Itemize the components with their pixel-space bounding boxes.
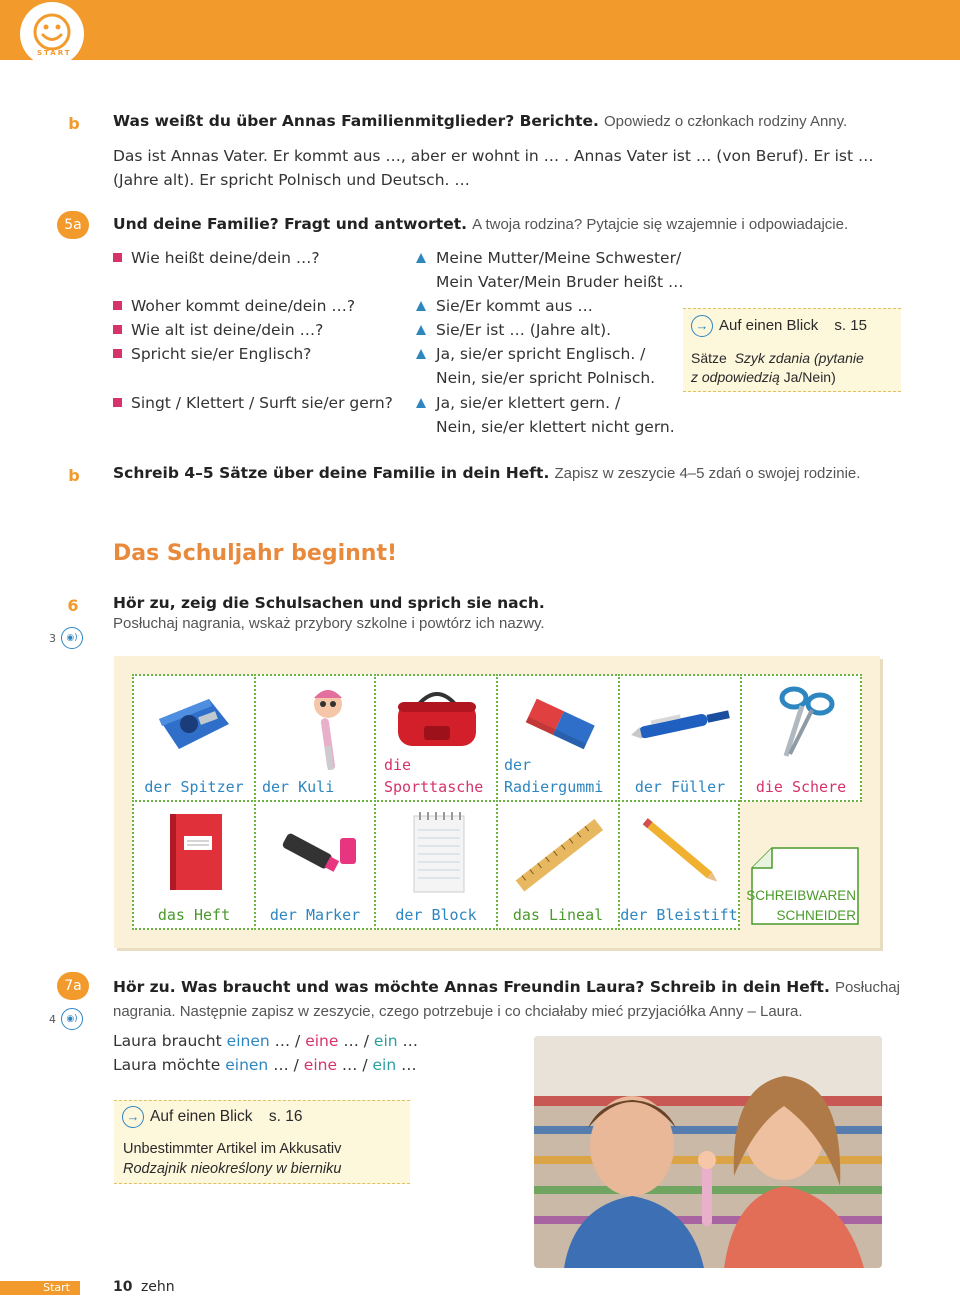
page-number bbox=[113, 1279, 175, 1295]
answer-item: Mein Vater/Mein Bruder heißt … bbox=[436, 273, 684, 291]
audio-icon[interactable]: ◉) bbox=[61, 1008, 83, 1030]
blick-text: Unbestimmter Artikel im Akkusativ bbox=[123, 1141, 342, 1157]
notepad-image bbox=[412, 810, 466, 894]
answer-item: Nein, sie/er klettert nicht gern. bbox=[436, 418, 675, 436]
item-lineal[interactable] bbox=[496, 800, 620, 930]
sentence-start: Laura möchte bbox=[113, 1056, 221, 1074]
sports-bag-image bbox=[394, 686, 480, 752]
instruction-polish: Posłuchaj nagrania, wskaż przybory szkolne i powtórz ich nazwy. bbox=[113, 615, 545, 632]
audio-icon[interactable]: ◉) bbox=[61, 627, 83, 649]
separator: … bbox=[396, 1056, 417, 1074]
scissors-image bbox=[772, 682, 842, 762]
separator: … bbox=[397, 1032, 419, 1050]
item-label: der Marker bbox=[269, 906, 361, 924]
item-block[interactable] bbox=[374, 800, 498, 930]
exercise-instruction bbox=[113, 111, 913, 130]
answer-item bbox=[416, 391, 620, 415]
item-label-noun: Sporttasche bbox=[384, 778, 484, 796]
separator: … / bbox=[269, 1032, 306, 1050]
grammar-reference-box bbox=[683, 308, 901, 392]
grammar-reference-box bbox=[114, 1100, 410, 1184]
arrow-right-icon: → bbox=[691, 315, 713, 337]
triangle-bullet-icon bbox=[416, 325, 426, 335]
item-label: der Kuli bbox=[262, 778, 335, 796]
exercise-instruction bbox=[113, 214, 913, 233]
answer-item bbox=[416, 342, 645, 366]
highlighter-image bbox=[274, 822, 364, 882]
grammar-reference-title bbox=[122, 1106, 302, 1128]
article-einen: einen bbox=[225, 1056, 269, 1074]
item-label-article: die bbox=[384, 756, 412, 774]
item-fueller[interactable] bbox=[618, 674, 742, 802]
triangle-bullet-icon bbox=[416, 349, 426, 359]
exercise-instruction bbox=[113, 975, 903, 1023]
example-line: (Jahre alt). Er spricht Polnisch und Deutsch. … bbox=[113, 171, 470, 189]
article-einen: einen bbox=[226, 1032, 270, 1050]
square-bullet-icon bbox=[113, 301, 122, 310]
item-spitzer[interactable] bbox=[132, 674, 256, 802]
instruction-polish: Opowiedz o członkach rodziny Anny. bbox=[604, 113, 848, 130]
pen-doll-image bbox=[306, 686, 356, 776]
blick-text: Sätze bbox=[691, 350, 727, 366]
item-marker[interactable] bbox=[254, 800, 376, 930]
grammar-reference-text bbox=[123, 1139, 341, 1179]
exercise-instruction bbox=[113, 463, 913, 482]
grammar-reference-text bbox=[691, 349, 864, 387]
shopping-photo bbox=[534, 1036, 882, 1268]
audio-track-number: 3 bbox=[49, 632, 56, 645]
item-sporttasche[interactable] bbox=[374, 674, 498, 802]
separator: … / bbox=[268, 1056, 304, 1074]
question-item bbox=[113, 342, 311, 366]
eraser-image bbox=[518, 696, 598, 752]
page-number-word: zehn bbox=[140, 1279, 175, 1295]
item-label: der Füller bbox=[634, 778, 726, 796]
item-label: das Heft bbox=[157, 906, 231, 924]
article-ein: ein bbox=[372, 1056, 397, 1074]
triangle-bullet-icon bbox=[416, 253, 426, 263]
instruction-german: Hör zu. Was braucht und was möchte Annas Freundin Laura? Schreib in dein Heft. bbox=[113, 978, 830, 996]
grammar-reference-title bbox=[691, 315, 867, 337]
answer-text: Ja, sie/er klettert gern. / bbox=[436, 394, 621, 412]
arrow-right-icon: → bbox=[122, 1106, 144, 1128]
top-bar bbox=[0, 0, 960, 60]
instruction-german: Was weißt du über Annas Familienmitglieder? Berichte. bbox=[113, 112, 599, 130]
blick-text-polish: z odpowiedzią bbox=[691, 369, 780, 385]
answer-item bbox=[416, 294, 593, 318]
page-number-digit: 10 bbox=[113, 1279, 133, 1295]
question-text: Singt / Klettert / Surft sie/er gern? bbox=[131, 394, 393, 412]
item-radiergummi[interactable] bbox=[496, 674, 620, 802]
answer-item: Nein, sie/er spricht Polnisch. bbox=[436, 369, 656, 387]
question-item bbox=[113, 318, 323, 342]
exercise-marker: 7a bbox=[57, 972, 89, 1000]
item-label: der Block bbox=[395, 906, 477, 924]
item-heft[interactable] bbox=[132, 800, 256, 930]
example-line: Das ist Annas Vater. Er kommt aus …, aber er wohnt in … . Annas Vater ist … (von Beruf). Er ist … bbox=[113, 147, 874, 165]
question-text: Wie heißt deine/dein …? bbox=[131, 249, 320, 267]
blick-text-polish: Szyk zdania (pytanie bbox=[734, 350, 864, 366]
square-bullet-icon bbox=[113, 253, 122, 262]
item-kuli[interactable] bbox=[254, 674, 376, 802]
logo-text: START bbox=[37, 49, 72, 57]
shop-sign bbox=[746, 846, 860, 926]
question-item bbox=[113, 246, 320, 270]
square-bullet-icon bbox=[113, 349, 122, 358]
question-item bbox=[113, 294, 355, 318]
page-reference[interactable]: s. 15 bbox=[834, 317, 867, 334]
instruction-polish: nagrania. Następnie zapisz w zeszycie, czego potrzebuje i co chciałaby mieć przyjaciółka Anny – Laura. bbox=[113, 1003, 803, 1020]
notebook-image bbox=[166, 812, 226, 892]
sentence-line bbox=[113, 1029, 418, 1053]
instruction-german: Hör zu, zeig die Schulsachen und sprich sie nach. bbox=[113, 594, 545, 612]
item-label bbox=[504, 754, 618, 798]
kids-shopping-image bbox=[534, 1036, 882, 1268]
page-reference[interactable]: s. 16 bbox=[268, 1108, 303, 1125]
instruction-polish: Posłuchaj bbox=[834, 979, 900, 996]
item-label-noun: Radiergummi bbox=[504, 778, 604, 796]
exercise-marker: b bbox=[68, 466, 80, 485]
separator: … / bbox=[338, 1032, 374, 1050]
square-bullet-icon bbox=[113, 325, 122, 334]
blick-title: Auf einen Blick bbox=[719, 317, 819, 334]
shop-name-line: SCHREIBWAREN bbox=[746, 888, 856, 903]
instruction-polish: A twoja rodzina? Pytajcie się wzajemnie i odpowiadajcie. bbox=[472, 216, 849, 233]
item-schere[interactable] bbox=[740, 674, 862, 802]
square-bullet-icon bbox=[113, 398, 122, 407]
shop-sign-text bbox=[746, 886, 856, 926]
instruction-german: Und deine Familie? Fragt und antwortet. bbox=[113, 215, 468, 233]
fountain-pen-image bbox=[628, 704, 738, 744]
article-ein: ein bbox=[373, 1032, 398, 1050]
triangle-bullet-icon bbox=[416, 398, 426, 408]
exercise-marker: b bbox=[68, 114, 80, 133]
item-label: die Schere bbox=[755, 778, 847, 796]
answer-text: Ja, sie/er spricht Englisch. / bbox=[436, 345, 646, 363]
section-title: Das Schuljahr beginnt! bbox=[113, 541, 398, 566]
shop-name-line: SCHNEIDER bbox=[776, 908, 856, 923]
answer-text: Meine Mutter/Meine Schwester/ bbox=[436, 249, 682, 267]
item-label: der Bleistift bbox=[620, 906, 738, 924]
article-eine: eine bbox=[303, 1056, 337, 1074]
triangle-bullet-icon bbox=[416, 301, 426, 311]
start-logo bbox=[20, 2, 84, 66]
sharpener-image bbox=[154, 694, 234, 754]
blick-text-polish: Rodzajnik nieokreślony w bierniku bbox=[123, 1161, 342, 1177]
item-label bbox=[384, 754, 496, 798]
item-bleistift[interactable] bbox=[618, 800, 740, 930]
exercise-instruction bbox=[113, 594, 913, 632]
item-label-article: der bbox=[504, 756, 532, 774]
ruler-image bbox=[508, 814, 612, 898]
smiley-icon bbox=[30, 10, 74, 54]
answer-text: Sie/Er ist … (Jahre alt). bbox=[436, 321, 612, 339]
article-eine: eine bbox=[305, 1032, 339, 1050]
exercise-marker: 6 bbox=[67, 596, 79, 615]
footer-start-label: Start bbox=[0, 1281, 80, 1295]
example-text bbox=[113, 144, 913, 192]
instruction-german: Schreib 4–5 Sätze über deine Familie in dein Heft. bbox=[113, 464, 550, 482]
exercise-marker: 5a bbox=[57, 211, 89, 239]
answer-text: Sie/Er kommt aus … bbox=[436, 297, 593, 315]
question-text: Wie alt ist deine/dein …? bbox=[131, 321, 324, 339]
item-label: der Spitzer bbox=[144, 778, 244, 796]
pencil-image bbox=[634, 810, 730, 894]
school-supplies-panel bbox=[114, 656, 880, 948]
separator: … / bbox=[336, 1056, 373, 1074]
blick-text: Ja/Nein) bbox=[783, 369, 836, 385]
question-text: Spricht sie/er Englisch? bbox=[131, 345, 312, 363]
audio-track-number: 4 bbox=[49, 1013, 56, 1026]
question-text: Woher kommt deine/dein …? bbox=[131, 297, 356, 315]
sentence-line bbox=[113, 1053, 417, 1077]
answer-item bbox=[416, 318, 611, 342]
answer-item bbox=[416, 246, 681, 270]
blick-title: Auf einen Blick bbox=[150, 1108, 253, 1125]
question-item bbox=[113, 391, 393, 415]
sentence-start: Laura braucht bbox=[113, 1032, 222, 1050]
instruction-polish: Zapisz w zeszycie 4–5 zdań o swojej rodzinie. bbox=[554, 465, 861, 482]
item-label: das Lineal bbox=[512, 906, 604, 924]
